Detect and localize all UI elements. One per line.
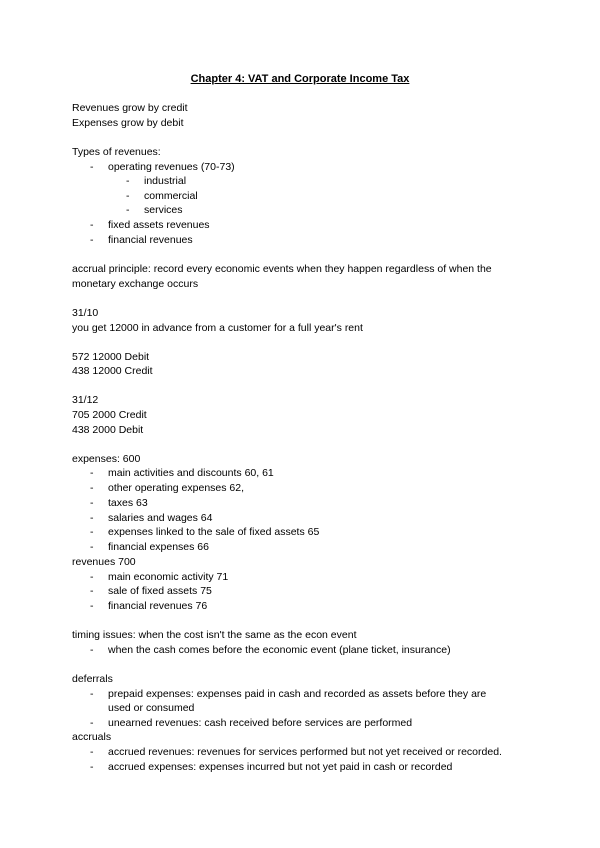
journal-entry: 438 2000 Debit	[72, 424, 144, 436]
bullet-dash: -	[90, 234, 94, 246]
list-item: financial revenues	[108, 234, 193, 246]
bullet-dash: -	[90, 541, 94, 553]
bullet-dash: -	[126, 190, 130, 202]
list-item: salaries and wages 64	[108, 512, 213, 524]
example-description: you get 12000 in advance from a customer for a full year's rent	[72, 322, 363, 334]
bullet-dash: -	[90, 585, 94, 597]
accrual-line: monetary exchange occurs	[72, 278, 199, 290]
list-item: sale of fixed assets 75	[108, 585, 212, 597]
bullet-dash: -	[90, 219, 94, 231]
journal-entry: 705 2000 Credit	[72, 409, 147, 421]
accruals-heading: accruals	[72, 731, 112, 743]
bullet-dash: -	[90, 512, 94, 524]
bullet-dash: -	[90, 526, 94, 538]
expenses-heading: expenses: 600	[72, 453, 141, 465]
deferrals-heading: deferrals	[72, 673, 113, 685]
list-item: accrued revenues: revenues for services performed but not yet received or recorded.	[108, 746, 502, 758]
list-item: accrued expenses: expenses incurred but not yet paid in cash or recorded	[108, 761, 453, 773]
list-item: financial revenues 76	[108, 600, 208, 612]
list-item: main activities and discounts 60, 61	[108, 467, 274, 479]
list-item: other operating expenses 62,	[108, 482, 245, 494]
intro-line: Revenues grow by credit	[72, 102, 188, 114]
list-item: expenses linked to the sale of fixed assets 65	[108, 526, 320, 538]
bullet-dash: -	[90, 717, 94, 729]
bullet-dash: -	[126, 204, 130, 216]
bullet-dash: -	[90, 161, 94, 173]
types-heading: Types of revenues:	[72, 146, 161, 158]
sub-list-item: commercial	[144, 190, 198, 202]
example-date: 31/10	[72, 307, 99, 319]
bullet-dash: -	[90, 644, 94, 656]
bullet-dash: -	[126, 175, 130, 187]
sub-list-item: services	[144, 204, 183, 216]
list-item: unearned revenues: cash received before services are performed	[108, 717, 413, 729]
bullet-dash: -	[90, 761, 94, 773]
list-item: taxes 63	[108, 497, 148, 509]
list-item-continued: used or consumed	[108, 702, 195, 714]
intro-line: Expenses grow by debit	[72, 117, 184, 129]
bullet-dash: -	[90, 497, 94, 509]
list-item: when the cash comes before the economic event (plane ticket, insurance)	[108, 644, 451, 656]
timing-heading: timing issues: when the cost isn't the same as the econ event	[72, 629, 357, 641]
journal-entry: 438 12000 Credit	[72, 365, 153, 377]
sub-list-item: industrial	[144, 175, 187, 187]
bullet-dash: -	[90, 746, 94, 758]
example-date: 31/12	[72, 394, 99, 406]
page-title: Chapter 4: VAT and Corporate Income Tax	[190, 73, 410, 85]
revenues-heading: revenues 700	[72, 556, 136, 568]
list-item: fixed assets revenues	[108, 219, 210, 231]
list-item: main economic activity 71	[108, 571, 229, 583]
bullet-dash: -	[90, 467, 94, 479]
accrual-line: accrual principle: record every economic events when they happen regardless of when the	[72, 263, 492, 275]
bullet-dash: -	[90, 482, 94, 494]
bullet-dash: -	[90, 600, 94, 612]
list-item: operating revenues (70-73)	[108, 161, 235, 173]
list-item: prepaid expenses: expenses paid in cash and recorded as assets before they are	[108, 688, 487, 700]
journal-entry: 572 12000 Debit	[72, 351, 150, 363]
bullet-dash: -	[90, 688, 94, 700]
bullet-dash: -	[90, 571, 94, 583]
list-item: financial expenses 66	[108, 541, 209, 553]
